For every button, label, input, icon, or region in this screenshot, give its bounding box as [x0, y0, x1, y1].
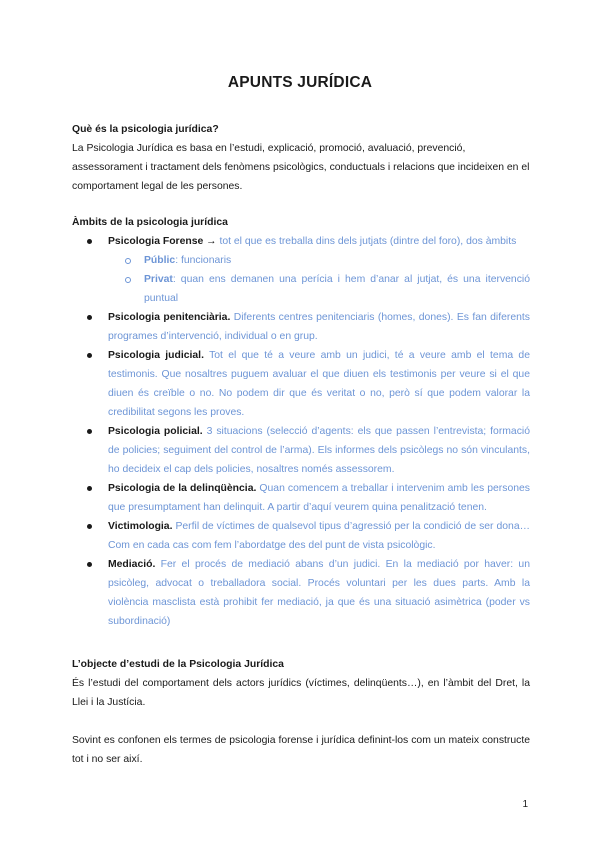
list-item-penitenciaria	[72, 308, 530, 346]
subitem-term: Privat	[144, 274, 173, 285]
list-item-judicial	[72, 346, 530, 422]
item-description: tot el que es treballa dins dels jutjats (dintre del foro), dos àmbits	[216, 236, 517, 247]
section-paragraph: És l’estudi del comportament dels actors jurídics (víctimes, delinqüents…), en l’àmbit del Dret, la Llei i la Justícia.	[72, 678, 530, 708]
section-heading: Àmbits de la psicologia jurídica	[72, 217, 228, 228]
item-description: Quan comencem a treballar i intervenim amb les persones que presumptament han delinquit. A partir d’aquí veurem quina penalització tenen.	[108, 483, 530, 513]
section-heading: L’objecte d’estudi de la Psicologia Jurídica	[72, 659, 284, 670]
list-item-delinquencia	[72, 479, 530, 517]
item-term: Victimologia.	[108, 521, 173, 532]
bullet-icon	[87, 486, 92, 491]
list-item-mediacio	[72, 555, 530, 631]
item-description: Perfil de víctimes de qualsevol tipus d’agressió per la condició de ser dona… Com en cada cas com fem l’abordatge des del punt de vista psicològic.	[108, 521, 530, 551]
arrow-icon: →	[203, 236, 217, 247]
item-description: Diferents centres penitenciaris (homes, dones). Es fan diferents programes d’intervenció, individual o en grup.	[108, 312, 530, 342]
list-item-policial	[72, 422, 530, 479]
item-term: Psicologia Forense	[108, 236, 204, 247]
subitem-description: : funcionaris	[175, 255, 232, 266]
ambits-list	[72, 232, 530, 631]
bullet-icon	[87, 524, 92, 529]
section-paragraph: La Psicologia Jurídica es basa en l’estudi, explicació, promoció, avaluació, prevenció, assessorament i tractament dels fenòmens psicològics, conductuals i relacions que incideixen en el comportament legal de les persones.	[72, 143, 530, 192]
page-number: 1	[522, 799, 528, 810]
bullet-icon	[87, 239, 92, 244]
item-description: 3 situacions (selecció d’agents: els que passen l’entrevista; formació de policies; seguiment del control de l’arma). Els informes dels psicòlegs no són vinculants, ho decideix el cap dels policies, nosaltres només assessorem.	[108, 426, 530, 475]
bullet-icon	[87, 353, 92, 358]
section-ambits	[72, 213, 530, 631]
item-term: Psicologia de la delinqüència.	[108, 483, 257, 494]
item-term: Psicologia penitenciària.	[108, 312, 231, 323]
item-term: Mediació.	[108, 559, 156, 570]
item-term: Psicologia policial.	[108, 426, 203, 437]
item-description: Fer el procés de mediació abans d’un judici. En la mediació por haver: un psicòleg, advocat o treballadora social. Procés voluntari per les dues parts. Amb la violència masclista està prohibit fer mediació, ja que és una situació asimètrica (poder vs subordinació)	[108, 559, 530, 627]
list-item-forense	[72, 232, 530, 251]
item-term: Psicologia judicial.	[108, 350, 204, 361]
section-objecte	[72, 655, 530, 769]
item-description: Tot el que té a veure amb un judici, té a veure amb el tema de testimonis. Que nosaltres puguem avaluar el que diuen els testimonis per veure si el que diuen és creïble o no. No podem dir que és veritat o no, però sí que podem valorar la credibilitat segons les proves.	[108, 350, 530, 418]
section-heading: Què és la psicologia jurídica?	[72, 124, 219, 135]
list-item-victimologia	[72, 517, 530, 555]
sublist-item-public	[72, 251, 530, 270]
subitem-description: : quan ens demanen una perícia i hem d’anar al jutjat, és una itervenció puntual	[144, 274, 530, 304]
sublist-item-private	[72, 270, 530, 308]
bullet-icon	[87, 315, 92, 320]
bullet-icon	[87, 429, 92, 434]
hollow-bullet-icon	[125, 277, 131, 283]
bullet-icon	[87, 562, 92, 567]
subitem-term: Públic	[144, 255, 176, 266]
document-title: APUNTS JURÍDICA	[227, 74, 373, 91]
section-what-is	[72, 120, 530, 196]
hollow-bullet-icon	[125, 258, 131, 264]
section-paragraph-2: Sovint es confonen els termes de psicologia forense i jurídica definint-los com un mateix constructe tot i no ser així.	[72, 735, 530, 765]
